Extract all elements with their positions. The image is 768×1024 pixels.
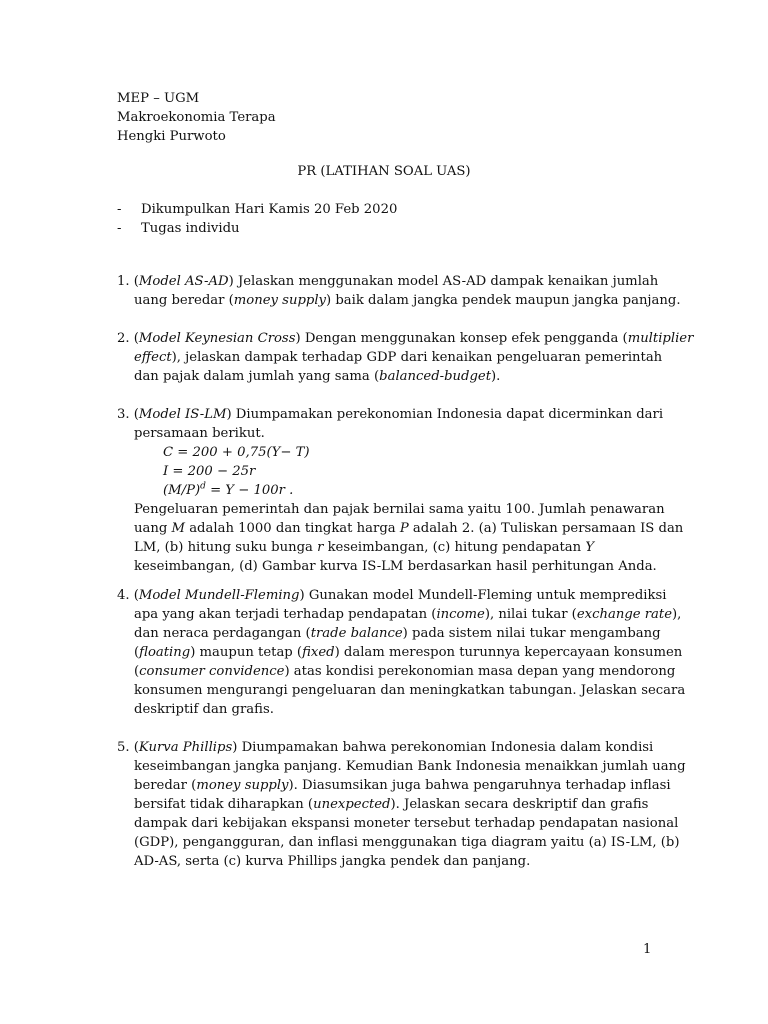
question-text: ) pada sistem nilai tukar mengambang: [402, 626, 661, 641]
question-text: bersifat tidak diharapkan (: [134, 797, 314, 812]
question-text: ) maupun tetap (: [190, 645, 303, 660]
variable-italic: Y: [585, 540, 595, 555]
question-text: ) Diumpamakan bahwa perekonomian Indonesia dalam kondisi: [232, 740, 654, 755]
question-text: ).: [491, 369, 501, 384]
term-italic: income: [436, 607, 485, 622]
instruction-text: Tugas individu: [141, 221, 240, 236]
question-text: deskriptif dan grafis.: [134, 702, 274, 717]
question-text: AD-AS, serta (c) kurva Phillips jangka pendek dan panjang.: [134, 854, 531, 869]
question-number: 5. (: [117, 740, 139, 755]
bullet-dash: -: [117, 202, 122, 217]
term-italic: multiplier: [627, 331, 694, 346]
term-italic: consumer convidence: [139, 664, 285, 679]
equation-investment: I = 200 − 25r: [163, 464, 256, 479]
document-header: [117, 89, 276, 146]
term-italic: fixed: [302, 645, 335, 660]
question-4: [117, 586, 686, 719]
question-text: keseimbangan, (c) hitung pendapatan: [323, 540, 586, 555]
model-name: Model Mundell-Fleming: [138, 588, 300, 603]
page-number: 1: [643, 942, 652, 957]
question-text: ),: [672, 607, 682, 622]
question-text: (: [134, 645, 140, 660]
question-text: uang beredar (: [134, 293, 234, 308]
program-name: MEP – UGM: [117, 91, 200, 106]
question-text: adalah 2. (a) Tuliskan persamaan IS dan: [408, 521, 684, 536]
term-italic: effect: [134, 350, 172, 365]
question-text: adalah 1000 dan tingkat harga: [185, 521, 400, 536]
question-number: 2. (: [117, 331, 139, 346]
instruction-text: Dikumpulkan Hari Kamis 20 Feb 2020: [141, 202, 398, 217]
question-2: [117, 329, 694, 386]
model-name: Kurva Phillips: [138, 740, 233, 755]
variable-italic: P: [399, 521, 409, 536]
term-italic: money supply: [233, 293, 326, 308]
question-1: [117, 272, 681, 310]
question-text: ) Dengan menggunakan konsep efek pengganda (: [295, 331, 628, 346]
question-text: (GDP), pengangguran, dan inflasi menggunakan tiga diagram yaitu (a) IS-LM, (b): [134, 835, 680, 850]
superscript: d: [200, 481, 206, 492]
question-text: keseimbangan, (d) Gambar kurva IS-LM berdasarkan hasil perhitungan Anda.: [134, 559, 657, 574]
term-italic: floating: [139, 645, 191, 660]
equation-consumption: C = 200 + 0,75(Y− T): [163, 445, 310, 460]
model-name: Model AS-AD: [138, 274, 229, 289]
question-text: dan pajak dalam jumlah yang sama (: [134, 369, 380, 384]
question-text: ). Jelaskan secara deskriptif dan grafis: [390, 797, 649, 812]
question-text: ), nilai tukar (: [484, 607, 577, 622]
page-title: PR (LATIHAN SOAL UAS): [297, 164, 471, 179]
term-italic: exchange rate: [576, 607, 673, 622]
bullet-dash: -: [117, 221, 122, 236]
question-text: beredar (: [134, 778, 197, 793]
question-text: apa yang akan terjadi terhadap pendapatan (: [134, 607, 437, 622]
question-text: ) Gunakan model Mundell-Fleming untuk memprediksi: [299, 588, 667, 603]
question-text: konsumen mengurangi pengeluaran dan meningkatkan tabungan. Jelaskan secara: [134, 683, 686, 698]
variable-italic: M: [171, 521, 185, 536]
equation-money-demand: [117, 481, 677, 500]
term-italic: trade balance: [310, 626, 403, 641]
variable-italic: r: [317, 540, 324, 555]
question-text: dan neraca perdagangan (: [134, 626, 311, 641]
term-italic: money supply: [196, 778, 289, 793]
question-text: ) Diumpamakan perekonomian Indonesia dapat dicerminkan dari: [226, 407, 664, 422]
equation-part: = Y − 100r .: [205, 483, 294, 498]
question-text: ) dalam merespon turunnya kepercayaan konsumen: [334, 645, 683, 660]
question-text: keseimbangan jangka panjang. Kemudian Bank Indonesia menaikkan jumlah uang: [134, 759, 686, 774]
question-text: LM, (b) hitung suku bunga: [134, 540, 318, 555]
model-name: Model IS-LM: [138, 407, 227, 422]
question-text: persamaan berikut.: [134, 426, 265, 441]
question-text: uang: [134, 521, 172, 536]
question-text: ) Jelaskan menggunakan model AS-AD dampak kenaikan jumlah: [228, 274, 659, 289]
question-text: ), jelaskan dampak terhadap GDP dari kenaikan pengeluaran pemerintah: [171, 350, 663, 365]
question-3: [117, 405, 684, 576]
question-5: [117, 738, 686, 871]
term-italic: unexpected: [313, 797, 391, 812]
question-text: ) baik dalam jangka pendek maupun jangka panjang.: [326, 293, 681, 308]
question-text: Pengeluaran pemerintah dan pajak bernilai sama yaitu 100. Jumlah penawaran: [134, 502, 665, 517]
question-text: ) atas kondisi perekonomian masa depan yang mendorong: [284, 664, 676, 679]
model-name: Model Keynesian Cross: [138, 331, 296, 346]
question-text: (: [134, 664, 140, 679]
term-italic: balanced-budget: [379, 369, 492, 384]
question-number: 1. (: [117, 274, 139, 289]
question-number: 3. (: [117, 407, 139, 422]
lecturer-name: Hengki Purwoto: [117, 129, 226, 144]
course-name: Makroekonomia Terapa: [117, 110, 276, 125]
question-number: 4. (: [117, 588, 139, 603]
equation-list: [117, 443, 677, 500]
question-text: ). Diasumsikan juga bahwa pengaruhnya terhadap inflasi: [288, 778, 671, 793]
equation-part: (M/P): [163, 483, 201, 498]
question-text: dampak dari kebijakan ekspansi moneter tersebut terhadap pendapatan nasional: [134, 816, 679, 831]
